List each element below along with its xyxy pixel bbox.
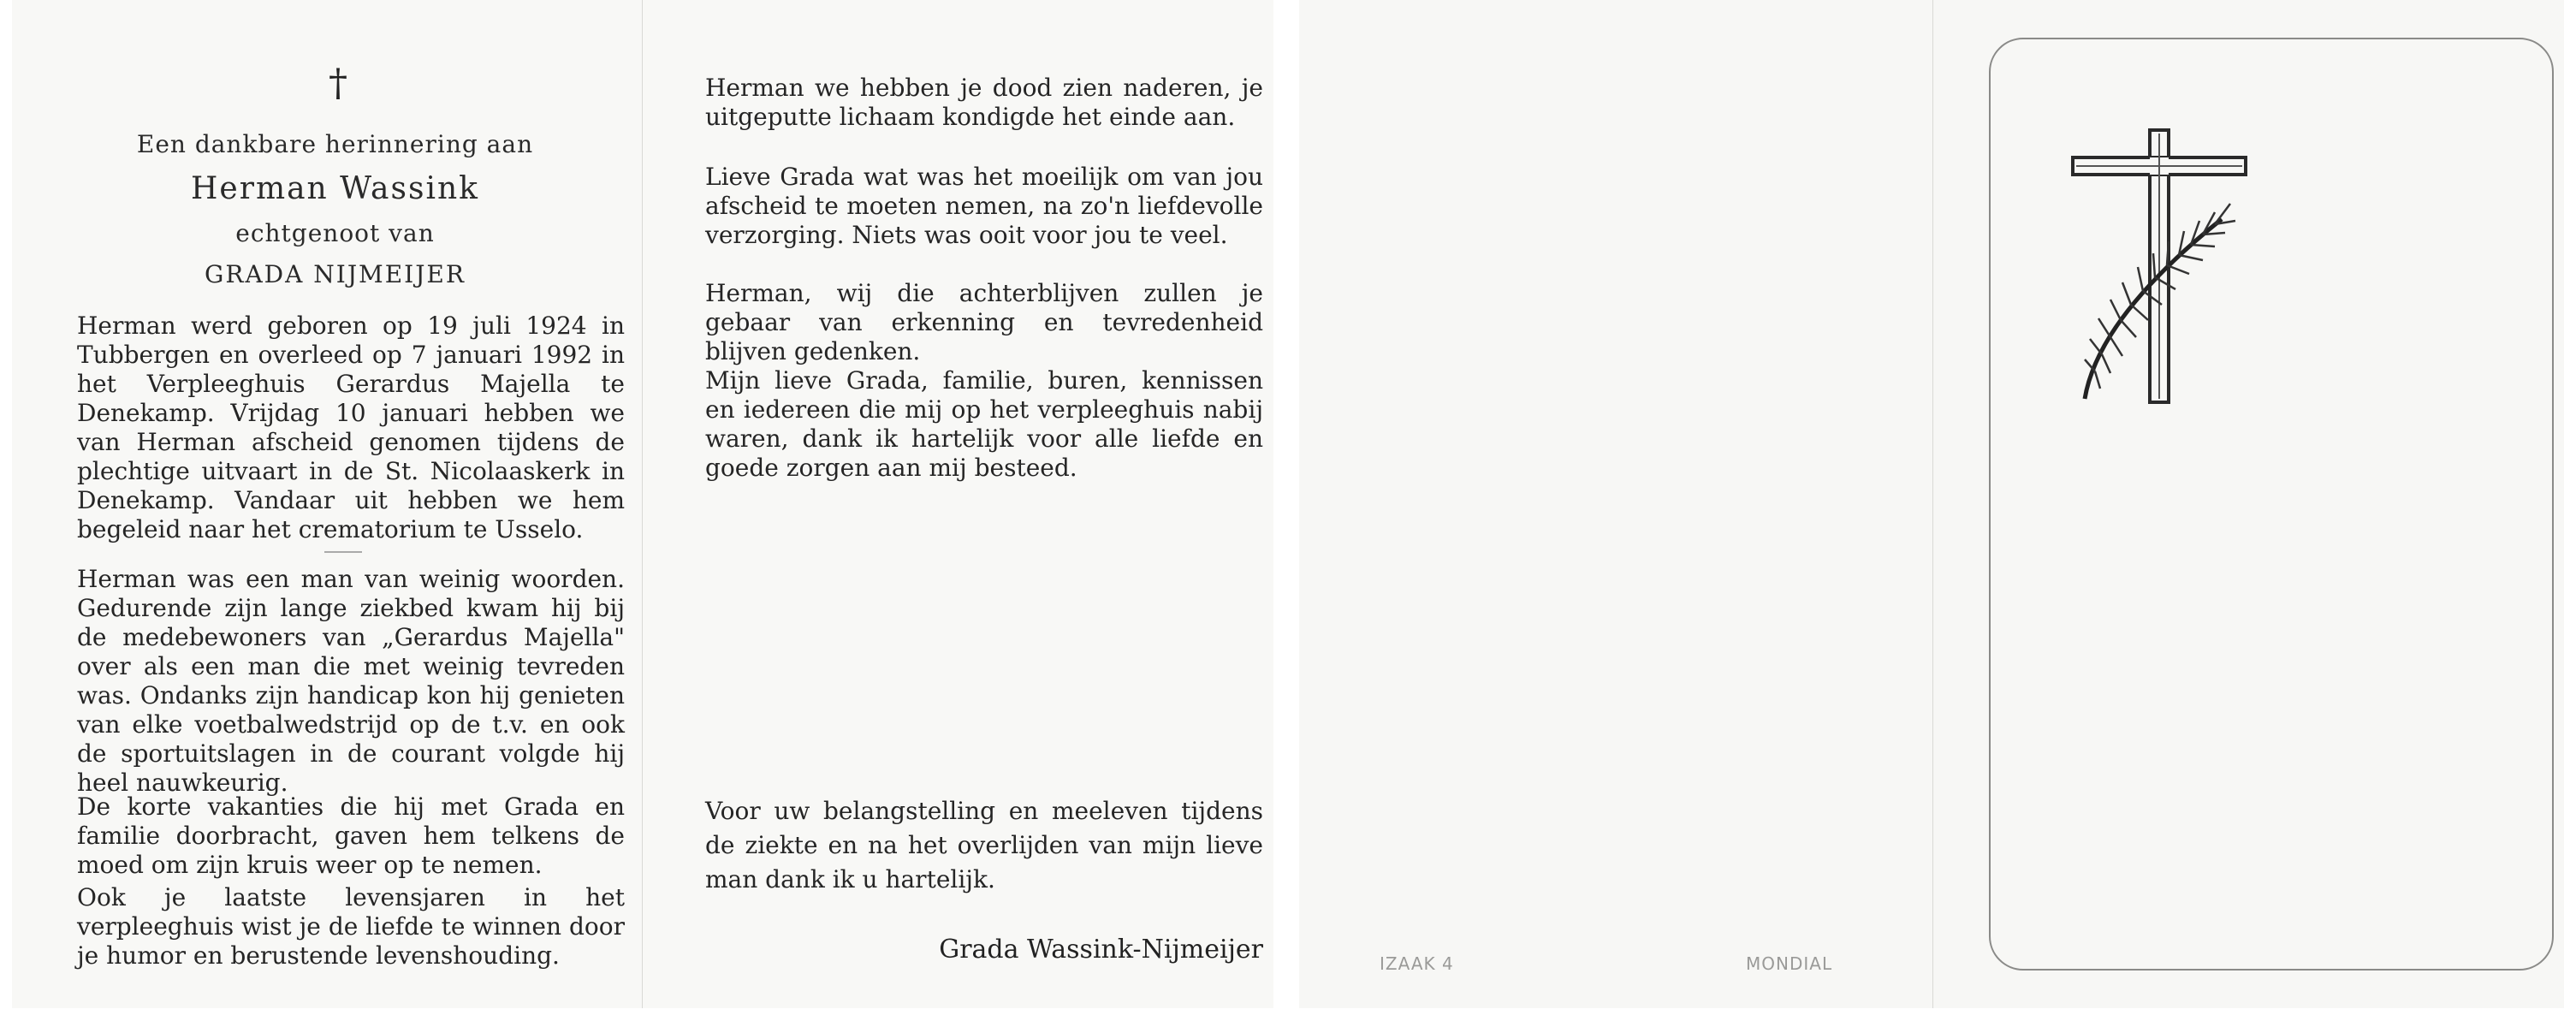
thanks-paragraph: Voor uw belangstelling en meeleven tijdens de ziekte en na het overlijden van mijn lieve man dank ik u hartelijk. <box>705 797 1263 893</box>
grada-paragraph: Lieve Grada wat was het moeilijk om van jou afscheid te moeten nemen, na zo'n liefdevolle verzorging. Niets was ooit voor jou te veel. <box>705 163 1263 249</box>
remembrance-paragraph: Herman, wij die achterblijven zullen je gebaar van erkenning en tevredenheid blijven gedenken. <box>705 279 1263 365</box>
card-outside <box>1299 0 2564 1008</box>
card-inside <box>12 0 1273 1008</box>
biography-paragraph: Herman werd geboren op 19 juli 1924 in Tubbergen en overleed op 7 januari 1992 in het Verpleeghuis Gerardus Majella te Denekamp. Vrijdag 10 januari hebben we van Herman afscheid genomen tijdens de plechtige uitvaart in de St. Nicolaaskerk in Denekamp. Vandaar uit hebben we hem begeleid naar het crematorium te Usselo. <box>77 312 625 543</box>
cross-icon: † <box>329 62 347 105</box>
signature: Grada Wassink-Nijmeijer <box>939 935 1263 965</box>
imprint-left: IZAAK 4 <box>1380 953 1454 974</box>
relation-line: echtgenoot van <box>235 219 435 247</box>
last-years-paragraph: Ook je laatste levensjaren in het verpleeghuis wist je de liefde te winnen door je humor en berustende levenshouding. <box>77 883 625 970</box>
card-outside-fold <box>1932 0 1933 1008</box>
section-divider <box>324 551 362 553</box>
intro-line: Een dankbare herinnering aan <box>136 130 534 158</box>
cross-with-palm-branch-icon <box>2068 125 2256 416</box>
imprint-right: MONDIAL <box>1746 953 1833 974</box>
gratitude-paragraph: Mijn lieve Grada, familie, buren, kennissen en iedereen die mij op het verpleeghuis nabij waren, dank ik hartelijk voor alle liefde en goede zorgen aan mij besteed. <box>705 366 1263 482</box>
farewell-paragraph: Herman we hebben je dood zien naderen, je uitgeputte lichaam kondigde het einde aan. <box>705 74 1263 131</box>
vacation-paragraph: De korte vakanties die hij met Grada en familie doorbracht, gaven hem telkens de moed om zijn kruis weer op te nemen. <box>77 793 625 879</box>
cover-frame <box>1989 38 2554 971</box>
character-paragraph: Herman was een man van weinig woorden. Gedurende zijn lange ziekbed kwam hij bij de medebewoners van „Gerardus Majella" over als een man die met weinig tevreden was. Ondanks zijn handicap kon hij genieten van elke voetbalwedstrijd op de t.v. en ook de sportuitslagen in de courant volgde hij heel nauwkeurig. <box>77 565 625 797</box>
spouse-name: GRADA NIJMEIJER <box>205 260 466 288</box>
deceased-name: Herman Wassink <box>191 171 479 206</box>
